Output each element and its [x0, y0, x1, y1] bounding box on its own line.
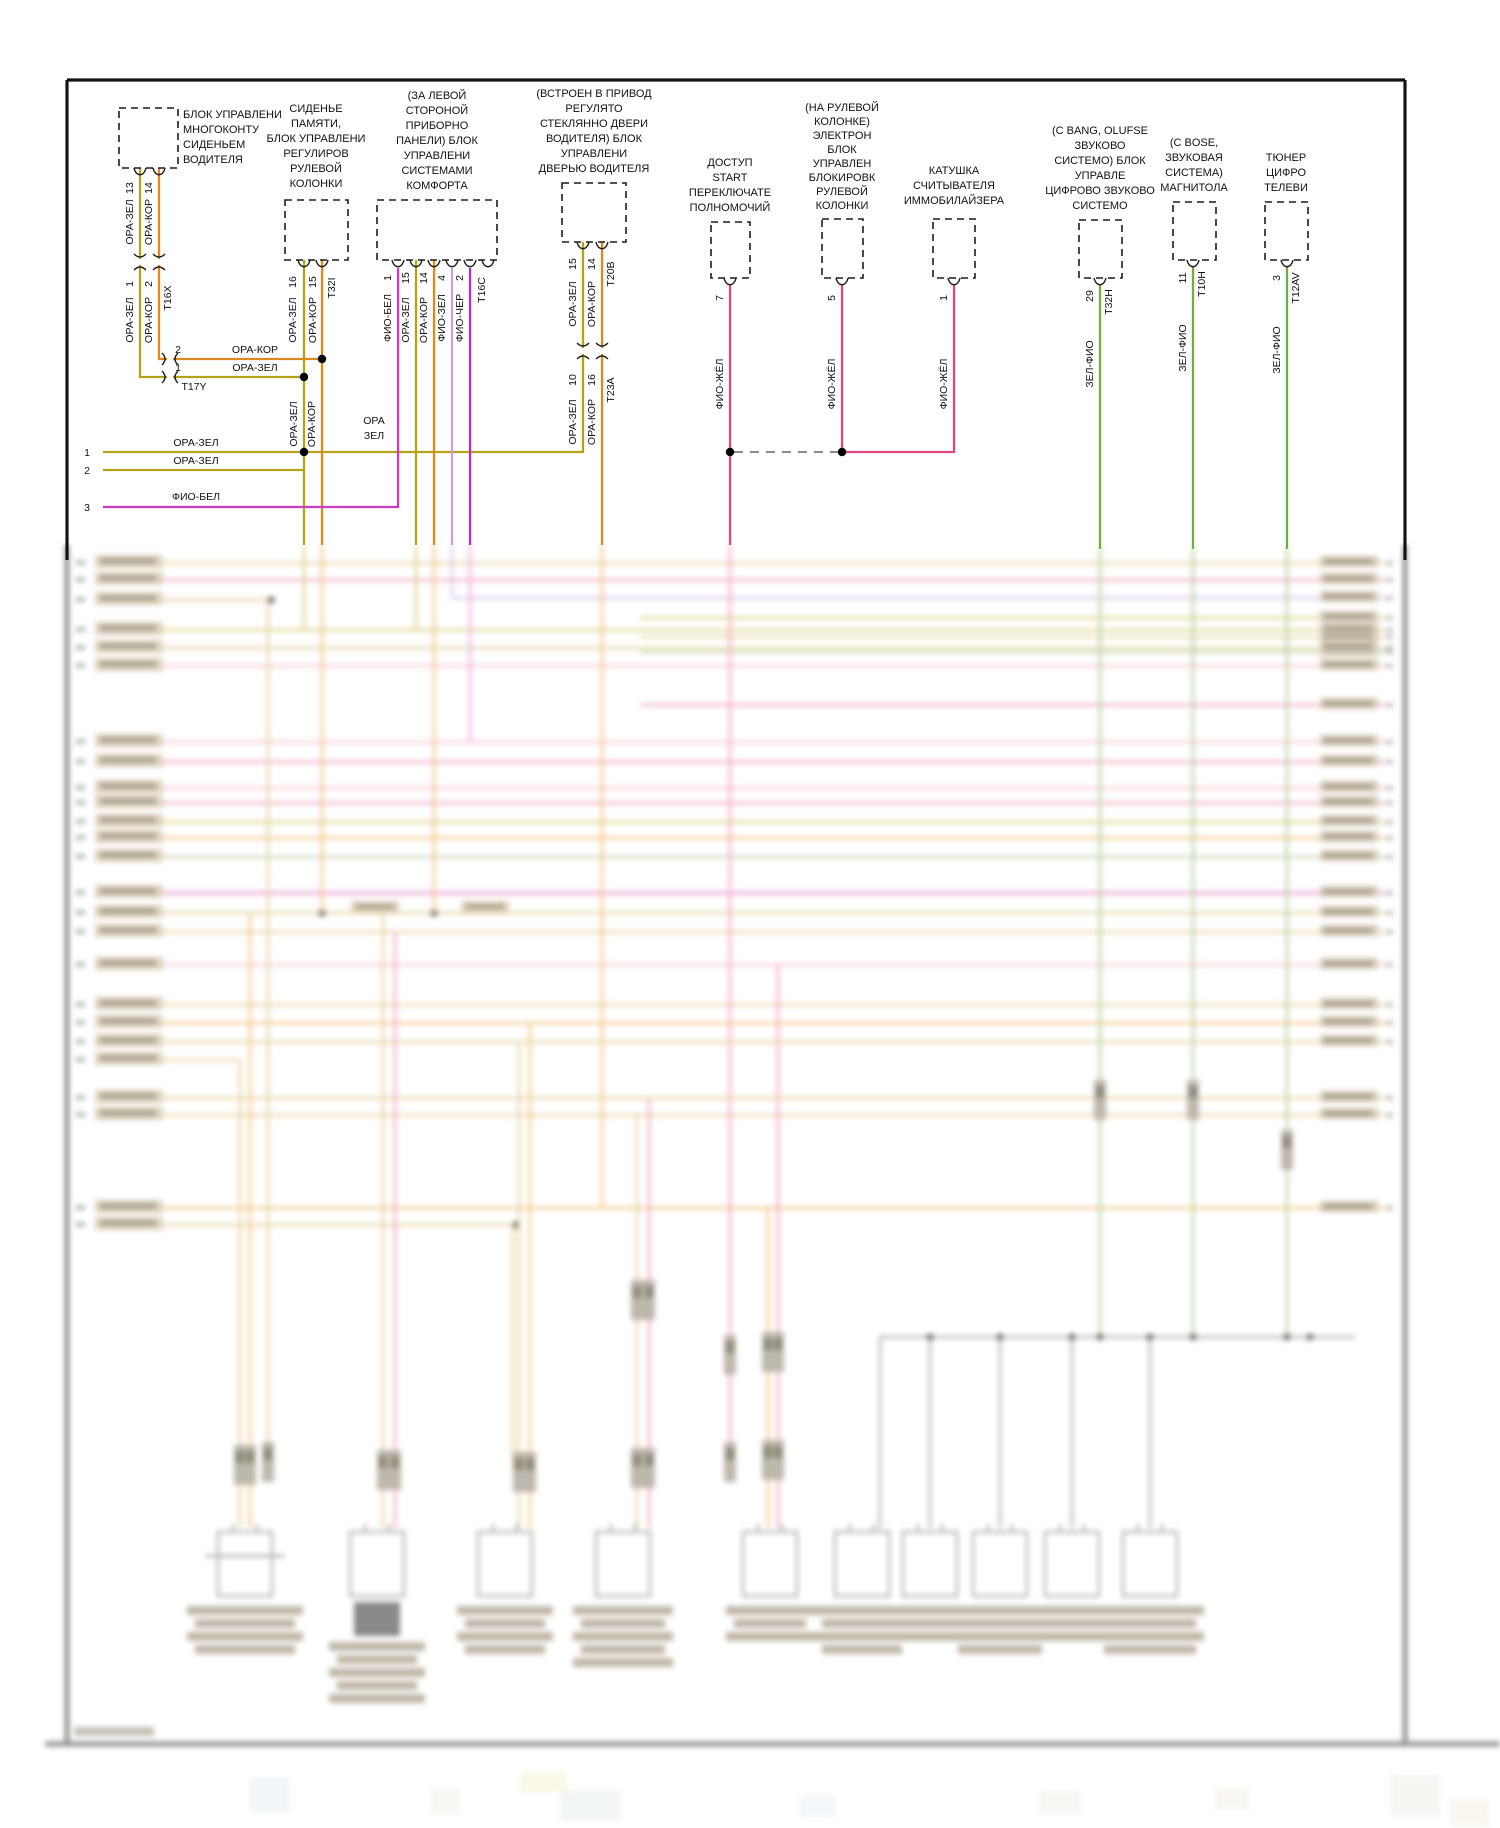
- component-label-comfort-systems-control-module: ПРИБОРНО: [405, 120, 469, 132]
- component-label-digital-tv-tuner: ЦИФРО: [1265, 167, 1307, 179]
- component-label-driver-door-control-module: РЕГУЛЯТО: [565, 103, 623, 115]
- component-pin-arc: [836, 278, 848, 285]
- component-label-driver-multicontour-seat-control-unit: ВОДИТЕЛЯ: [183, 154, 243, 166]
- wire-label: 15: [567, 258, 579, 270]
- wire-label: 14: [418, 272, 430, 284]
- component-pin-arc: [948, 278, 960, 285]
- component-box-immobilizer-reader-coil: [933, 219, 975, 278]
- wire-label: 16: [287, 276, 299, 288]
- junction-dot: [300, 448, 308, 456]
- wire-label: 5: [826, 295, 838, 301]
- wire-label: T23A: [605, 377, 617, 403]
- wire-label: ОРА-КОР: [307, 296, 319, 344]
- break-gap: [155, 259, 163, 265]
- wire-label: 1: [938, 295, 950, 301]
- component-label-memory-seat-steering-column-adjust-unit: БЛОК УПРАВЛЕНИ: [266, 133, 366, 145]
- wire-label: ОРА-КОР: [586, 280, 598, 328]
- wire-label: ФИО-БЕЛ: [172, 491, 220, 503]
- wire-label: 3: [1271, 275, 1283, 281]
- wire-label: 10: [567, 374, 579, 386]
- component-label-bang-olufsen-digital-sound-control-unit: СИСТЕМО) БЛОК: [1054, 155, 1146, 167]
- junction-dot: [318, 355, 326, 363]
- component-label-immobilizer-reader-coil: ИММОБИЛАЙЗЕРА: [903, 195, 1005, 207]
- component-pin-arc: [1281, 260, 1293, 267]
- wire-label: 15: [307, 276, 319, 288]
- component-pin-arc: [1094, 278, 1106, 285]
- component-label-digital-tv-tuner: ТЮНЕР: [1265, 152, 1307, 164]
- component-pin-arc: [482, 260, 494, 267]
- wire-label: 4: [436, 275, 448, 281]
- wire-label: 13: [124, 182, 136, 194]
- break-gap: [136, 259, 144, 265]
- wire-label: 1: [382, 275, 394, 281]
- wire-label: ОРА-КОР: [418, 296, 430, 344]
- component-label-driver-door-control-module: УПРАВЛЕНИ: [560, 148, 628, 160]
- wire-label: ОРА-КОР: [306, 400, 318, 448]
- wire-label: ОРА-ЗЕЛ: [567, 281, 579, 327]
- wire-label: T10H: [1196, 271, 1208, 297]
- component-label-steering-column-lock-control-unit: КОЛОНКИ: [815, 200, 869, 212]
- component-label-digital-tv-tuner: ТЕЛЕВИ: [1264, 182, 1308, 194]
- component-label-bose-sound-system-radio: МАГНИТОЛА: [1160, 182, 1228, 194]
- component-label-steering-column-lock-control-unit: КОЛОНКЕ): [814, 116, 870, 128]
- component-label-comfort-systems-control-module: СИСТЕМАМИ: [401, 165, 473, 177]
- component-pin-arc: [392, 260, 404, 267]
- component-label-driver-multicontour-seat-control-unit: СИДЕНЬЕМ: [183, 139, 246, 151]
- component-label-driver-door-control-module: ВОДИТЕЛЯ) БЛОК: [546, 133, 642, 145]
- component-label-steering-column-lock-control-unit: РУЛЕВОЙ: [816, 186, 868, 198]
- junction-dot: [300, 373, 308, 381]
- component-label-memory-seat-steering-column-adjust-unit: ПАМЯТИ,: [290, 118, 342, 130]
- component-label-comfort-systems-control-module: КОМФОРТА: [406, 180, 468, 192]
- break-gap: [579, 348, 587, 354]
- wire-label: ОРА-ЗЕЛ: [288, 401, 300, 447]
- wire-label: 1: [84, 447, 90, 459]
- component-label-start-authorization-switch: ПЕРЕКЛЮЧАТЕ: [688, 187, 772, 199]
- junction-dot: [726, 448, 734, 456]
- wire-label: ОРА-ЗЕЛ: [173, 455, 219, 467]
- component-label-immobilizer-reader-coil: СЧИТЫВАТЕЛЯ: [913, 180, 995, 192]
- wire-label: ФИО-ЗЕЛ: [436, 294, 448, 342]
- component-label-comfort-systems-control-module: СТОРОНОЙ: [405, 105, 469, 117]
- wire-label: T17Y: [181, 381, 207, 393]
- component-label-driver-door-control-module: ДВЕРЬЮ ВОДИТЕЛЯ: [538, 163, 650, 175]
- component-label-bang-olufsen-digital-sound-control-unit: СИСТЕМО: [1072, 200, 1128, 212]
- component-label-immobilizer-reader-coil: КАТУШКА: [928, 165, 980, 177]
- wire-oliv-0: [140, 168, 304, 377]
- component-label-comfort-systems-control-module: УПРАВЛЕНИ: [403, 150, 471, 162]
- component-pin-arc: [446, 260, 458, 267]
- wire-label: ОРА-КОР: [143, 296, 155, 344]
- component-label-memory-seat-steering-column-adjust-unit: СИДЕНЬЕ: [289, 103, 343, 115]
- component-label-steering-column-lock-control-unit: БЛОКИРОВК: [808, 172, 876, 184]
- wire-label: ОРА-ЗЕЛ: [400, 297, 412, 343]
- wire-label: 2: [175, 344, 181, 356]
- wire-label: ФИО-ЖЁЛ: [938, 358, 950, 410]
- wire-label: ОРА-ЗЕЛ: [287, 297, 299, 343]
- wire-label: 1: [124, 281, 136, 287]
- wire-label: ОРА-КОР: [586, 398, 598, 446]
- wire-label: T32H: [1103, 289, 1115, 315]
- wire-label: 2: [84, 465, 90, 477]
- crisp-content: [67, 80, 1405, 560]
- component-box-driver-multicontour-seat-control-unit: [119, 108, 178, 168]
- wire-label: T20B: [605, 261, 617, 287]
- wire-label: ОРА: [363, 415, 385, 427]
- wire-label: 16: [586, 374, 598, 386]
- wire-label: ФИО-БЕЛ: [382, 294, 394, 342]
- wire-label: 2: [143, 281, 155, 287]
- wire-label: 15: [400, 272, 412, 284]
- wire-label: ФИО-ЧЕР: [454, 293, 466, 343]
- component-pin-arc: [464, 260, 476, 267]
- component-label-start-authorization-switch: ПОЛНОМОЧИЙ: [689, 202, 771, 214]
- wire-label: 14: [143, 182, 155, 194]
- component-pin-arc: [1187, 260, 1199, 267]
- component-label-steering-column-lock-control-unit: (НА РУЛЕВОЙ: [805, 102, 879, 114]
- wire-label: ОРА-ЗЕЛ: [124, 297, 136, 343]
- component-box-bose-sound-system-radio: [1173, 202, 1216, 260]
- wire-label: T16X: [162, 285, 174, 311]
- component-label-bose-sound-system-radio: ЗВУКОВАЯ: [1165, 152, 1223, 164]
- wire-label: ФИО-ЖЁЛ: [714, 358, 726, 410]
- component-pin-arc: [724, 278, 736, 285]
- wire-label: 29: [1084, 290, 1096, 302]
- component-box-driver-door-control-module: [562, 183, 626, 242]
- component-label-driver-multicontour-seat-control-unit: БЛОК УПРАВЛЕНИ: [183, 109, 282, 121]
- component-label-steering-column-lock-control-unit: УПРАВЛЕН: [812, 158, 872, 170]
- component-label-start-authorization-switch: ДОСТУП: [707, 157, 753, 169]
- junction-dot: [838, 448, 846, 456]
- component-label-memory-seat-steering-column-adjust-unit: РУЛЕВОЙ: [290, 163, 342, 175]
- wire-label: ОРА-ЗЕЛ: [124, 199, 136, 245]
- wire-label: 3: [84, 502, 90, 514]
- component-label-bose-sound-system-radio: СИСТЕМА): [1165, 167, 1223, 179]
- wire-label: ЗЕЛ-ФИО: [1271, 326, 1283, 374]
- component-label-steering-column-lock-control-unit: БЛОК: [827, 144, 857, 156]
- wire-label: 7: [714, 295, 726, 301]
- wire-label: ОРА-КОР: [143, 198, 155, 246]
- component-box-start-authorization-switch: [711, 222, 750, 278]
- component-label-bang-olufsen-digital-sound-control-unit: ЦИФРОВО ЗВУКОВО: [1045, 185, 1155, 197]
- wire-label: ФИО-ЖЁЛ: [826, 358, 838, 410]
- component-box-digital-tv-tuner: [1265, 202, 1308, 260]
- wire-label: ОРА-ЗЕЛ: [567, 399, 579, 445]
- wire-label: T16C: [476, 277, 488, 303]
- wire-label: 11: [1177, 272, 1189, 284]
- wire-label: 1: [175, 362, 181, 374]
- component-label-comfort-systems-control-module: (ЗА ЛЕВОЙ: [407, 90, 467, 102]
- break-gap: [598, 348, 606, 354]
- break-gap: [167, 355, 173, 363]
- wire-label: 14: [586, 258, 598, 270]
- wire-label: ЗЕЛ-ФИО: [1084, 340, 1096, 388]
- component-label-memory-seat-steering-column-adjust-unit: РЕГУЛИРОВ: [283, 148, 349, 160]
- component-label-bose-sound-system-radio: (C BOSE,: [1169, 137, 1219, 149]
- wire-label: ОРА-ЗЕЛ: [173, 437, 219, 449]
- wire-label: ОРА-КОР: [231, 344, 279, 356]
- wire-label: ЗЕЛ: [363, 430, 385, 442]
- component-label-driver-door-control-module: СТЕКЛЯННО ДВЕРИ: [539, 118, 649, 130]
- wire-label: ОРА-ЗЕЛ: [232, 362, 278, 374]
- component-box-bang-olufsen-digital-sound-control-unit: [1079, 220, 1122, 278]
- wire-label: ЗЕЛ-ФИО: [1177, 324, 1189, 372]
- wire-label: 2: [454, 275, 466, 281]
- component-label-start-authorization-switch: START: [712, 172, 748, 184]
- component-label-bang-olufsen-digital-sound-control-unit: (C BANG, OLUFSE: [1052, 125, 1148, 137]
- component-label-steering-column-lock-control-unit: ЭЛЕКТРОН: [812, 130, 872, 142]
- component-label-comfort-systems-control-module: ПАНЕЛИ) БЛОК: [396, 135, 478, 147]
- wire-label: T12AV: [1290, 272, 1302, 304]
- component-label-driver-multicontour-seat-control-unit: МНОГОКОНТУ: [183, 124, 260, 136]
- break-gap: [167, 373, 173, 381]
- wire-label: T32I: [326, 277, 338, 299]
- component-label-bang-olufsen-digital-sound-control-unit: УПРАВЛЕ: [1074, 170, 1126, 182]
- component-label-driver-door-control-module: (ВСТРОЕН В ПРИВОД: [536, 88, 652, 100]
- component-box-memory-seat-steering-column-adjust-unit: [285, 200, 348, 260]
- component-box-comfort-systems-control-module: [377, 200, 497, 260]
- component-box-steering-column-lock-control-unit: [822, 219, 863, 278]
- component-label-bang-olufsen-digital-sound-control-unit: ЗВУКОВО: [1074, 140, 1126, 152]
- component-label-memory-seat-steering-column-adjust-unit: КОЛОНКИ: [289, 178, 343, 190]
